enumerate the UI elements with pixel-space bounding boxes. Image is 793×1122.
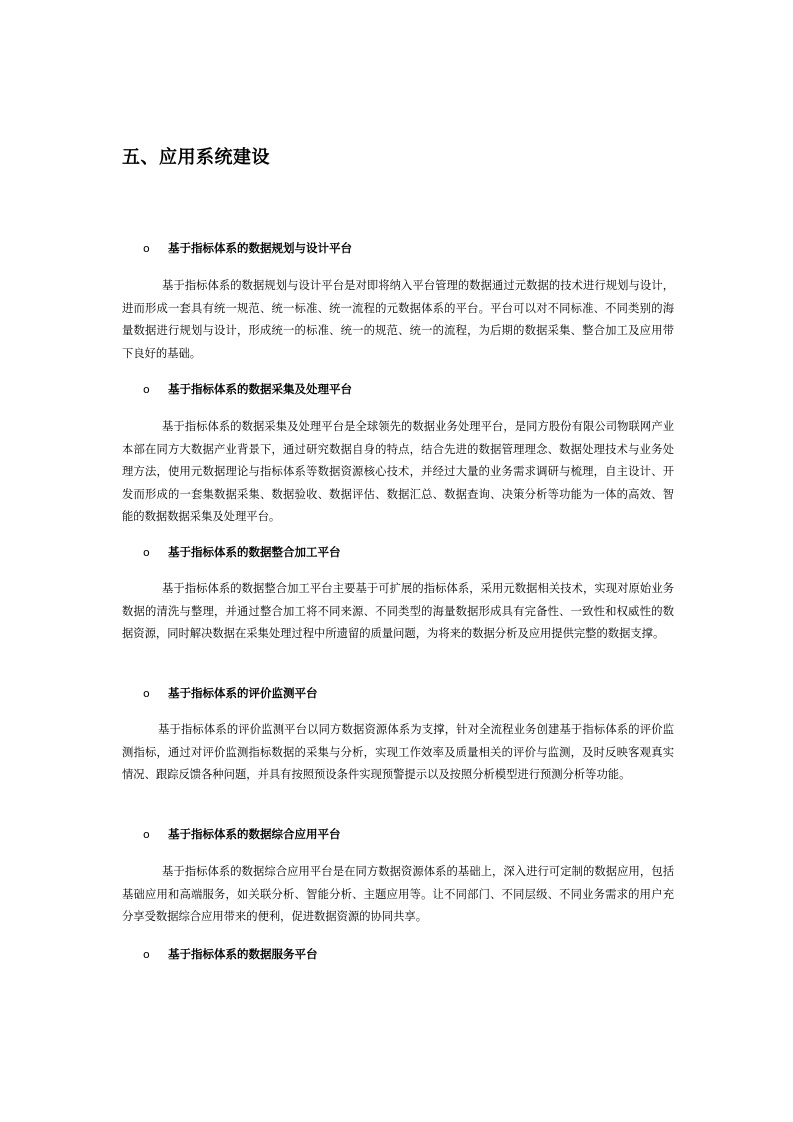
section-title-text: 基于指标体系的数据综合应用平台	[168, 827, 341, 841]
page-title: 五、应用系统建设	[122, 147, 270, 168]
bullet-circle-icon: o	[143, 948, 150, 961]
section-paragraph: 基于指标体系的数据规划与设计平台是对即将纳入平台管理的数据通过元数据的技术进行规划与设计，进而形成一套具有统一规范、统一标准、统一流程的元数据体系的平台。平台可以对不同标准、不同类别的海量数据进行规划与设计，形成统一的标准、统一的规范、统一的流程，为后期的数据采集、整合加工及应用带下良好的基础。	[122, 279, 674, 360]
section-paragraph: 基于指标体系的数据综合应用平台是在同方数据资源体系的基础上，深入进行可定制的数据应用，包括基础应用和高端服务，如关联分析、智能分析、主题应用等。让不同部门、不同层级、不同业务需求的用户充分享受数据综合应用带来的便利，促进数据资源的协同共享。	[122, 865, 674, 924]
bullet-circle-icon: o	[143, 828, 150, 841]
section-title	[143, 381, 352, 398]
section-title	[143, 544, 341, 561]
bullet-circle-icon: o	[143, 242, 150, 255]
section-paragraph: 基于指标体系的数据整合加工平台主要基于可扩展的指标体系，采用元数据相关技术，实现对原始业务数据的清洗与整理，并通过整合加工将不同来源、不同类型的海量数据形成具有完备性、一致性和权威性的数据资源，同时解决数据在采集处理过程中所遗留的质量问题，为将来的数据分析及应用提供完整的数据支撑。	[122, 582, 674, 641]
section-title	[143, 826, 341, 843]
section-title	[143, 240, 352, 257]
section-paragraph: 基于指标体系的评价监测平台以同方数据资源体系为支撑，针对全流程业务创建基于指标体系的评价监测指标，通过对评价监测指标数据的采集与分析，实现工作效率及质量相关的评价与监测，及时反映客观真实情况、跟踪反馈各种问题，并具有按照预设条件实现预警提示以及按照分析模型进行预测分析等功能。	[122, 723, 674, 782]
bullet-circle-icon: o	[143, 383, 150, 396]
section-title-text: 基于指标体系的评价监测平台	[168, 686, 318, 700]
section-title-text: 基于指标体系的数据服务平台	[168, 947, 318, 961]
section-title	[143, 685, 318, 702]
bullet-circle-icon: o	[143, 687, 150, 700]
section-title-text: 基于指标体系的数据整合加工平台	[168, 545, 341, 559]
section-title-text: 基于指标体系的数据采集及处理平台	[168, 382, 352, 396]
section-paragraph: 基于指标体系的数据采集及处理平台是全球领先的数据业务处理平台，是同方股份有限公司物联网产业本部在同方大数据产业背景下，通过研究数据自身的特点，结合先进的数据管理理念、数据处理技术与业务处理方法，使用元数据理论与指标体系等数据资源核心技术，并经过大量的业务需求调研与梳理，自主设计、开发而形成的一套集数据采集、数据验收、数据评估、数据汇总、数据查询、决策分析等功能为一体的高效、智能的数据数据采集及处理平台。	[122, 420, 674, 524]
section-title-text: 基于指标体系的数据规划与设计平台	[168, 241, 352, 255]
bullet-circle-icon: o	[143, 546, 150, 559]
section-title	[143, 946, 318, 963]
